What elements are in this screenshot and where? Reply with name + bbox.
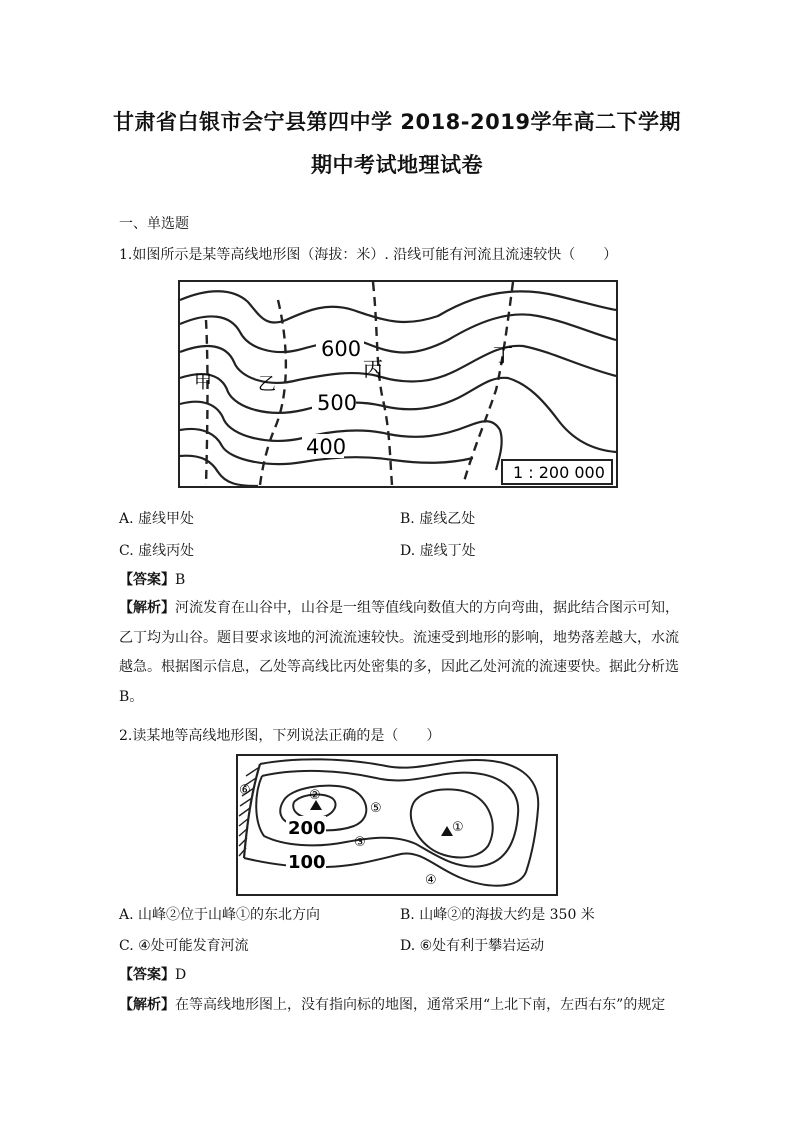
map-1-frame <box>179 281 617 487</box>
point-label-5: ⑤ <box>370 801 382 816</box>
q2-answer <box>119 965 186 985</box>
q2-option-d: D. ⑥处有利于攀岩运动 <box>400 938 545 954</box>
q1-option-a: A. 虚线甲处 <box>119 511 195 527</box>
answer-label: 【答案】 <box>119 967 175 983</box>
q1-analysis <box>119 594 679 712</box>
map-scale: 1 : 200 000 <box>513 463 605 482</box>
contour-label-600: 600 <box>321 337 362 361</box>
question-1-stem: 1.如图所示是某等高线地形图（海拔：米）. 沿线可能有河流且流速较快（ ） <box>119 247 618 263</box>
contour-map-1-svg <box>178 280 618 488</box>
q1-option-d: D. 虚线丁处 <box>400 543 476 559</box>
q2-option-c: C. ④处可能发育河流 <box>119 938 249 954</box>
analysis-label: 【解析】 <box>119 600 175 616</box>
page-title-line2: 期中考试地理试卷 <box>311 153 483 177</box>
contour-map-2-svg <box>236 754 558 896</box>
q1-option-c: C. 虚线丙处 <box>119 543 195 559</box>
contour-label-500: 500 <box>317 391 358 415</box>
point-label-6: ⑥ <box>239 783 251 798</box>
q2-option-a: A. 山峰②位于山峰①的东北方向 <box>119 907 321 923</box>
point-label-4: ④ <box>425 873 437 888</box>
contour-label-200: 200 <box>288 818 326 839</box>
contour-label-100: 100 <box>288 852 326 873</box>
place-label-ding: 丁 <box>493 343 513 367</box>
place-label-yi: 乙 <box>258 374 276 395</box>
q2-analysis <box>119 991 679 1021</box>
point-label-3: ③ <box>354 835 366 850</box>
map-2-frame <box>237 755 557 895</box>
contour-label-400: 400 <box>306 435 347 459</box>
page-title-line1: 甘肃省白银市会宁县第四中学 2018-2019学年高二下学期 <box>113 110 681 134</box>
section-heading: 一、单选题 <box>119 216 189 232</box>
place-label-jia: 甲 <box>194 372 212 393</box>
question-2-stem: 2.读某地等高线地形图，下列说法正确的是（ ） <box>119 728 441 744</box>
answer-value: B <box>175 572 186 588</box>
q2-option-b: B. 山峰②的海拔大约是 350 米 <box>400 907 595 923</box>
question-2-contour-map <box>236 754 558 896</box>
answer-value: D <box>175 967 187 983</box>
question-1-contour-map <box>178 280 618 488</box>
point-label-1: ① <box>452 820 464 835</box>
answer-label: 【答案】 <box>119 572 175 588</box>
analysis-text: 河流发育在山谷中，山谷是一组等值线向数值大的方向弯曲，据此结合图示可知，乙丁均为山谷。题目要求该地的河流流速较快。流速受到地形的影响，地势落差越大，水流越急。根据图示信息，乙处等高线比丙处密集的多，因此乙处河流的流速要快。据此分析选B。 <box>119 600 679 705</box>
analysis-label: 【解析】 <box>119 997 175 1013</box>
point-label-2: ② <box>309 788 321 803</box>
analysis-text: 在等高线地形图上，没有指向标的地图，通常采用“上北下南，左西右东”的规定 <box>175 997 666 1013</box>
place-label-bing: 丙 <box>363 357 383 381</box>
q1-option-b: B. 虚线乙处 <box>400 511 476 527</box>
q1-answer <box>119 570 185 590</box>
